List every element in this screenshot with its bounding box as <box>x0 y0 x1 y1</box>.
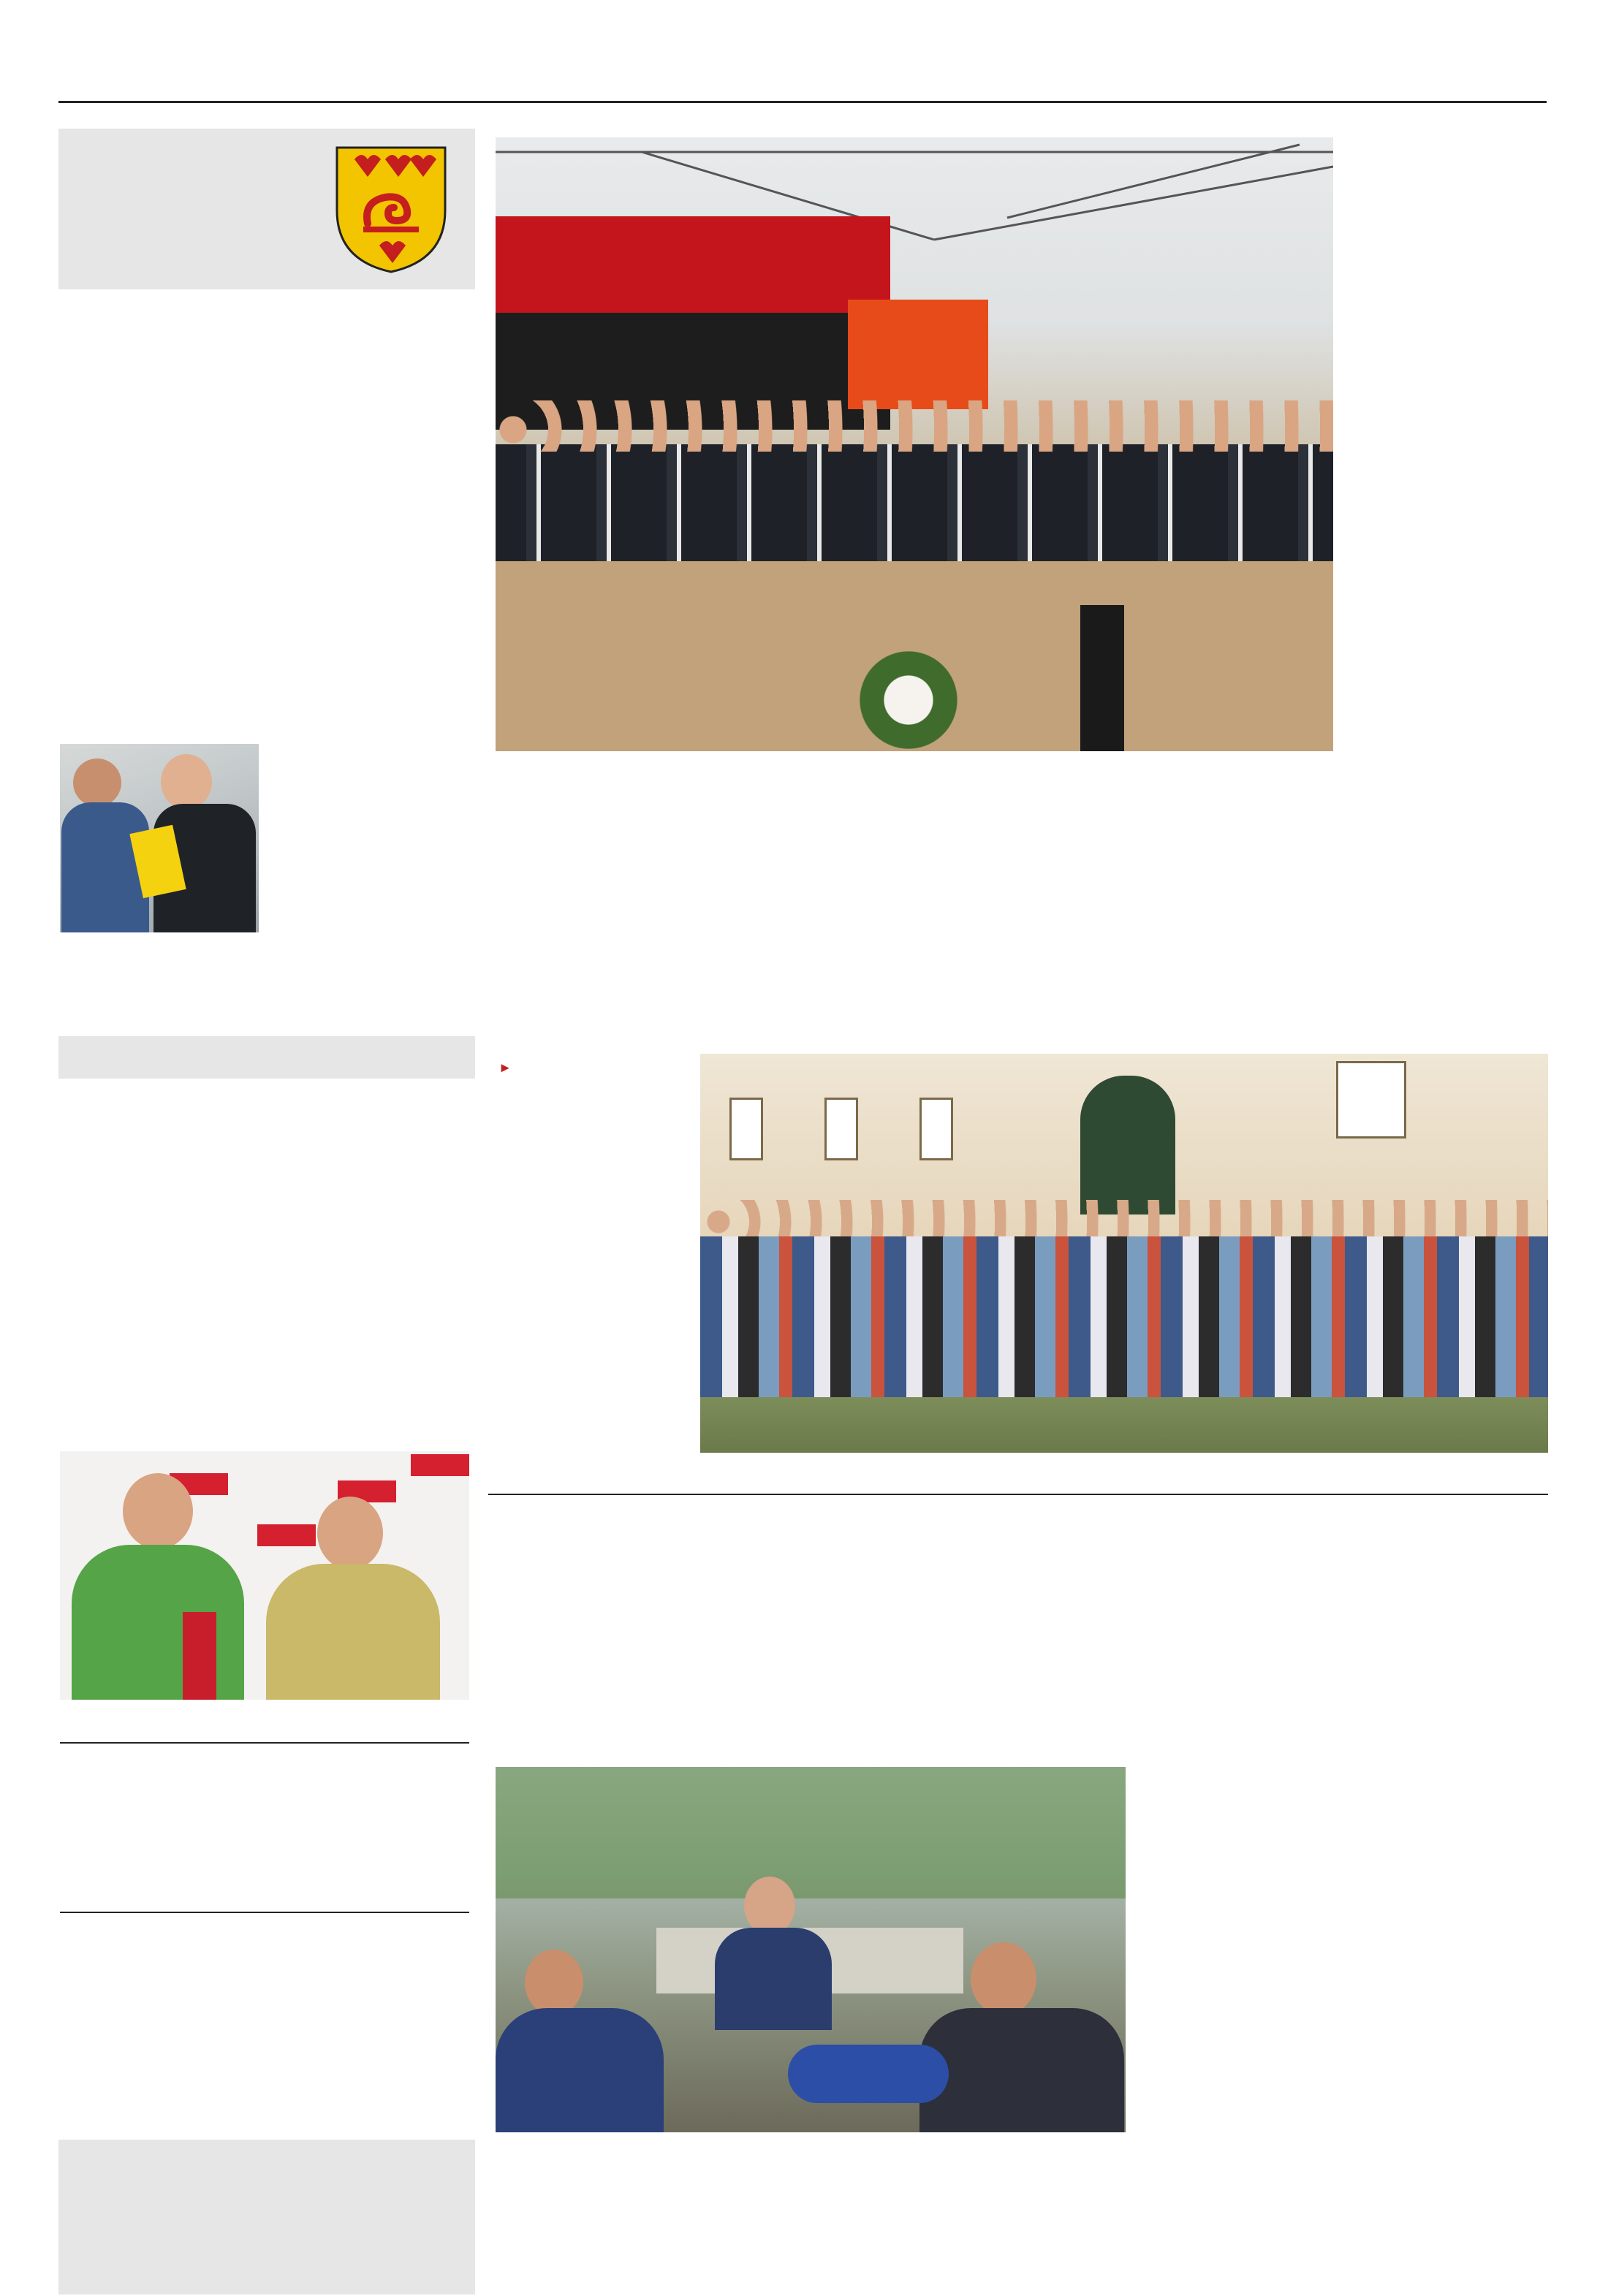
issue-number <box>60 68 69 80</box>
article-vogler <box>60 1144 469 1437</box>
person-head <box>317 1497 383 1570</box>
crowd <box>496 400 1333 561</box>
article-feuerwehr <box>1342 197 1547 747</box>
photo-moor <box>496 1767 1126 2132</box>
person-legs <box>788 2045 949 2103</box>
person-head <box>161 754 212 810</box>
door <box>1080 1076 1175 1214</box>
group-bodies <box>700 1236 1548 1397</box>
person-head <box>525 1950 583 2015</box>
window <box>919 1098 953 1160</box>
chair <box>183 1612 216 1700</box>
person-head <box>744 1877 795 1935</box>
person-body <box>61 802 149 932</box>
crowd-heads <box>496 400 1333 452</box>
divider <box>60 1742 469 1744</box>
person-head <box>123 1473 193 1549</box>
person-head <box>971 1942 1036 2015</box>
crowd-body <box>496 444 1333 561</box>
window <box>1336 1061 1406 1139</box>
person-body <box>72 1545 244 1700</box>
stage-light <box>1080 605 1124 751</box>
photo-feuerwehr <box>496 137 1333 751</box>
contact-box <box>58 2140 475 2295</box>
photo-streich <box>60 744 259 932</box>
article-krebs <box>60 1966 469 2126</box>
article-moor <box>496 2170 1126 2280</box>
person-body <box>496 2008 664 2132</box>
article-streich-bottom <box>266 744 469 941</box>
trees <box>496 1767 1126 1898</box>
person-head <box>73 759 121 807</box>
flower-arrangement <box>846 649 971 751</box>
window <box>729 1098 763 1160</box>
article-babylotsen <box>488 1589 1548 1745</box>
rollup-banner <box>848 300 988 409</box>
photo-sport <box>700 1054 1548 1453</box>
divider <box>488 1494 1548 1495</box>
article-sport-left <box>488 1061 687 1448</box>
backdrop-logo <box>411 1454 469 1476</box>
divider <box>60 1912 469 1913</box>
article-asthma <box>60 1795 469 1904</box>
photo-linke <box>60 1451 469 1700</box>
coat-of-arms-icon <box>333 143 450 275</box>
article-sport-top <box>488 900 1548 1058</box>
person-body <box>715 1928 832 2030</box>
person-body <box>919 2008 1124 2132</box>
article-schulobst <box>1129 1897 1548 2277</box>
header-rule <box>58 101 1547 103</box>
backdrop-logo <box>257 1524 316 1546</box>
news-bar <box>58 1036 475 1079</box>
article-streich-top <box>60 424 469 738</box>
person-body <box>266 1564 440 1700</box>
bullet-arrow-icon: ► <box>498 1061 512 1076</box>
window <box>824 1098 858 1160</box>
